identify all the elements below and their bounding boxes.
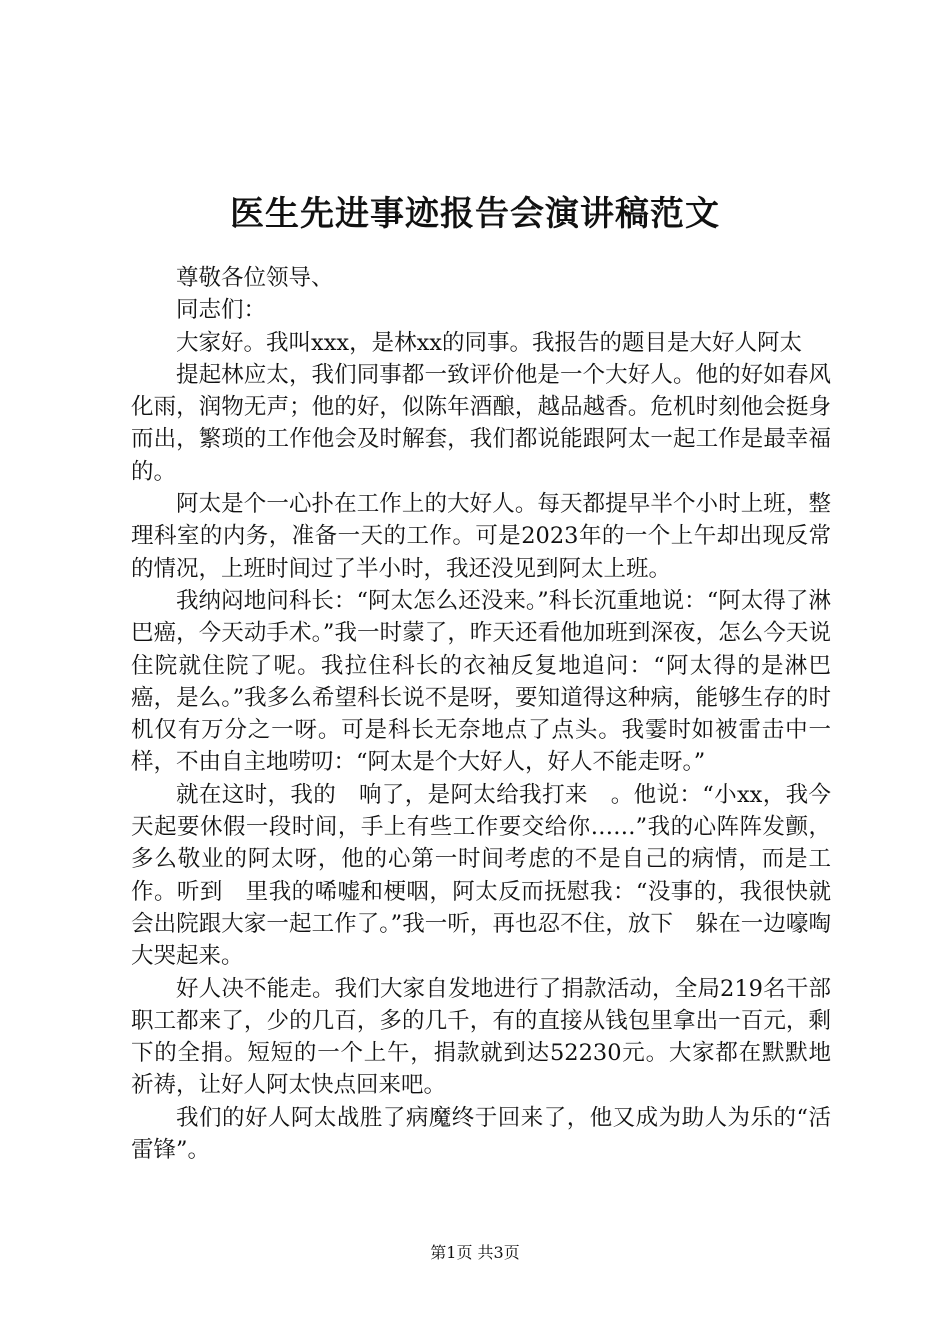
paragraph: 我纳闷地问科长：“阿太怎么还没来。”科长沉重地说：“阿太得了淋巴癌，今天动手术。”我一时蒙了，昨天还看他加班到深夜，怎么今天说住院就住院了呢。我拉住科长的衣袖反复地追问：“阿太得的是淋巴癌，是么。”我多么希望科长说不是呀，要知道得这种病，能够生存的时机仅有万分之一呀。可是科长无奈地点了点头。我霎时如被雷击中一样，不由自主地唠叨：“阿太是个大好人，好人不能走呀。” [131, 587, 831, 776]
document-title: 医生先进事迹报告会演讲稿范文 [230, 194, 720, 234]
paragraph: 大家好。我叫xxx，是林xx的同事。我报告的题目是大好人阿太 [176, 329, 802, 356]
page-footer: 第1页 共3页 [430, 1243, 520, 1262]
paragraph: 就在这时，我的 响了，是阿太给我打来 。他说：“小xx，我今天起要休假一段时间，手上有些工作要交给你……”我的心阵阵发颤，多么敬业的阿太呀，他的心第一时间考虑的不是自己的病情，而是工作。听到 里我的唏嘘和梗咽，阿太反而抚慰我：“没事的，我很快就会出院跟大家一起工作了。”我一听，再也忍不住，放下 躲在一边嚎啕大哭起来。 [131, 781, 831, 970]
paragraph: 好人决不能走。我们大家自发地进行了捐款活动，全局219名干部职工都来了，少的几百，多的几千，有的直接从钱包里拿出一百元，剩下的全捐。短短的一个上午，捐款就到达52230元。大家都在默默地祈祷，让好人阿太快点回来吧。 [131, 975, 831, 1099]
paragraph: 我们的好人阿太战胜了病魔终于回来了，他又成为助人为乐的“活雷锋”。 [131, 1104, 831, 1164]
salutation-line-1: 尊敬各位领导、 [176, 265, 334, 291]
paragraph: 阿太是个一心扑在工作上的大好人。每天都提早半个小时上班，整理科室的内务，准备一天的工作。可是2023年的一个上午却出现反常的情况，上班时间过了半小时，我还没见到阿太上班。 [131, 491, 831, 582]
salutation-line-2: 同志们： [176, 297, 267, 324]
document-body [131, 262, 831, 1166]
paragraph: 提起林应太，我们同事都一致评价他是一个大好人。他的好如春风化雨，润物无声；他的好，似陈年酒酿，越品越香。危机时刻他会挺身而出，繁琐的工作他会及时解套，我们都说能跟阿太一起工作是最幸福的。 [131, 361, 831, 485]
